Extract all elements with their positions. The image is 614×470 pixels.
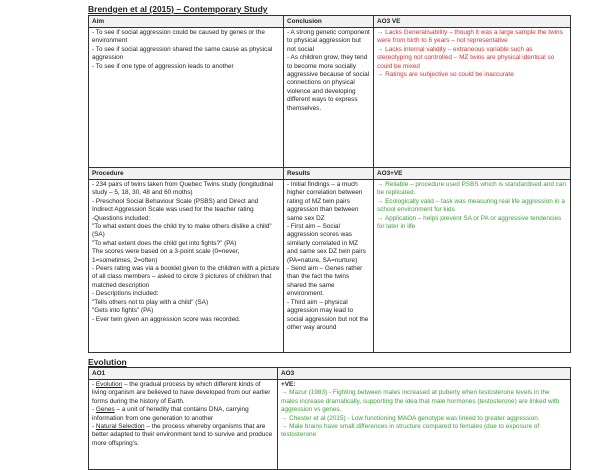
- procedure-line: - Ever twin given an aggression score was recorded.: [92, 315, 241, 323]
- ao1-item: - Genes – a unit of heredity that contains DNA, carrying information from one generation to another: [92, 406, 249, 422]
- ao3-line: → Male brains have small differences in structure compared to females (due to exposure of testosterone: [281, 423, 540, 439]
- aim-cell: [89, 28, 284, 168]
- ao3-pve-line: → Ecologically valid – task was measuring real life aggression in a school environment for kids: [377, 197, 565, 214]
- procedure-line: The scores were based on a 3-point scale (0=never, 1=sometimes, 2=often): [92, 248, 240, 264]
- results-line: - First aim – Social aggression scores was similarly correlated in MZ and same sex DZ twin pairs (PA=nature, SA=nurture): [287, 223, 366, 264]
- conclusion-line: - A strong genetic component to physical aggression but not social: [287, 29, 370, 53]
- conclusion-header: Conclusion: [284, 16, 374, 28]
- ao3-pve-header: AO3+VE: [374, 168, 571, 180]
- ao1-text: – the process whereby organisms that are better adapted to their environment tend to survive and produce more offspring's.: [92, 423, 273, 447]
- evolution-title: Evolution: [88, 357, 127, 367]
- procedure-line: -Questions included:: [92, 214, 151, 222]
- study-title: Brendgen et al (2015) – Contemporary Study: [88, 4, 268, 14]
- results-header: Results: [284, 168, 374, 180]
- ao3-cell: [278, 380, 571, 470]
- ao3-header: AO3: [278, 368, 571, 380]
- aim-header: Aim: [89, 16, 284, 28]
- results-line: - Send aim – Genes rather than the fact the twins shared the same environment.: [287, 265, 363, 298]
- ao3-ve-cell: [374, 28, 571, 168]
- conclusion-line: - As children grow, they tend to become more socially aggressive because of social connections on physical violence and developing different ways to express themselves.: [287, 54, 370, 112]
- procedure-line: "Gets into fights" (PA): [92, 307, 154, 315]
- aim-line: - To see if one type of aggression leads to another: [92, 62, 234, 70]
- ao1-term: Genes: [95, 406, 115, 414]
- procedure-line: "Tells others not to play with a child" (SA): [92, 298, 209, 306]
- results-line: - Initial findings – a much higher correlation between rating of MZ twin pairs aggression than between same sex DZ: [287, 181, 363, 222]
- aim-line: - To see if social aggression could be caused by genes or the environment: [92, 29, 265, 45]
- ao1-text: – the gradual process by which different kinds of living organism are believed to have developed from our earlier forms during the history of Earth.: [92, 381, 271, 405]
- ao3-pve-line: → Reliable – procedure used PSBS which is standardised and can be replicated.: [377, 181, 566, 197]
- ao1-item: - Natural Selection – the process whereby organisms that are better adapted to their environment tend to survive and produce more offspring's.: [92, 423, 273, 447]
- ao3-line: → Mazur (1983) - Fighting between males increased at puberty when testosterone levels in the males increase dramatically, supporting the idea that male hormones (testosterone) are linked with aggression vs genes.: [281, 389, 560, 414]
- ao3-ve-line: → Lacks Generalisability – though it was a large sample the twins were from birth to 6 years – not representative: [377, 29, 563, 45]
- ao3-pve-line: → Application – helps prevent SA or PA or aggressive tendencies for later in life: [377, 214, 562, 231]
- ao3-pve-cell: [374, 180, 571, 353]
- evolution-table: [88, 367, 571, 470]
- ao3-ve-header: AO3 VE: [374, 16, 571, 28]
- procedure-line: - 234 pairs of twins taken from Quebec Twins study (longitudinal study – 5, 18, 30, 48 and 60 moths): [92, 181, 274, 197]
- procedure-header: Procedure: [89, 168, 284, 180]
- procedure-line: "To what extent does the child get into fights?" (PA): [92, 239, 237, 247]
- ao3-ve-line: → Lacks internal validity – extraneous variable such as stereotyping not controlled – MZ twins are physical identical so could be mixed: [377, 45, 555, 70]
- study-table: [88, 15, 571, 353]
- ao3-plus-label: +VE:: [281, 381, 296, 388]
- ao1-cell: [89, 380, 278, 470]
- ao1-term: Evolution: [95, 381, 123, 388]
- results-cell: [284, 180, 374, 353]
- ao1-header: AO1: [89, 368, 278, 380]
- procedure-line: - Peers rating was via a booklet given to the children with a picture of all class members – asked to circle 3 pictures of children that matched description: [92, 265, 280, 289]
- aim-line: - To see if social aggression shared the same cause as physical aggression: [92, 45, 273, 62]
- procedure-line: "To what extent does the child try to make others dislike a child" (SA): [92, 223, 272, 239]
- procedure-cell: [89, 180, 284, 353]
- results-line: - Third aim – physical aggression may lead to social aggression but not the other way around: [287, 298, 369, 331]
- ao3-ve-line: → Ratings are subjective so could be inaccurate: [377, 71, 514, 79]
- procedure-line: - Preschool Social Behaviour Scale (PSBS) and Direct and Indirect Aggression Scale was used for the teacher rating: [92, 197, 259, 214]
- ao1-text: – a unit of heredity that contains DNA, carrying information from one generation to another: [92, 406, 249, 422]
- procedure-line: - Descriptions included:: [92, 290, 159, 298]
- ao1-item: - Evolution – the gradual process by which different kinds of living organism are believed to have developed from our earlier forms during the history of Earth.: [92, 381, 271, 405]
- ao3-line: → Chester et al (2015) - Low functioning MAOA genotype was linked to greater aggression.: [281, 414, 540, 422]
- conclusion-cell: [284, 28, 374, 168]
- ao1-term: Natural Selection: [95, 423, 145, 431]
